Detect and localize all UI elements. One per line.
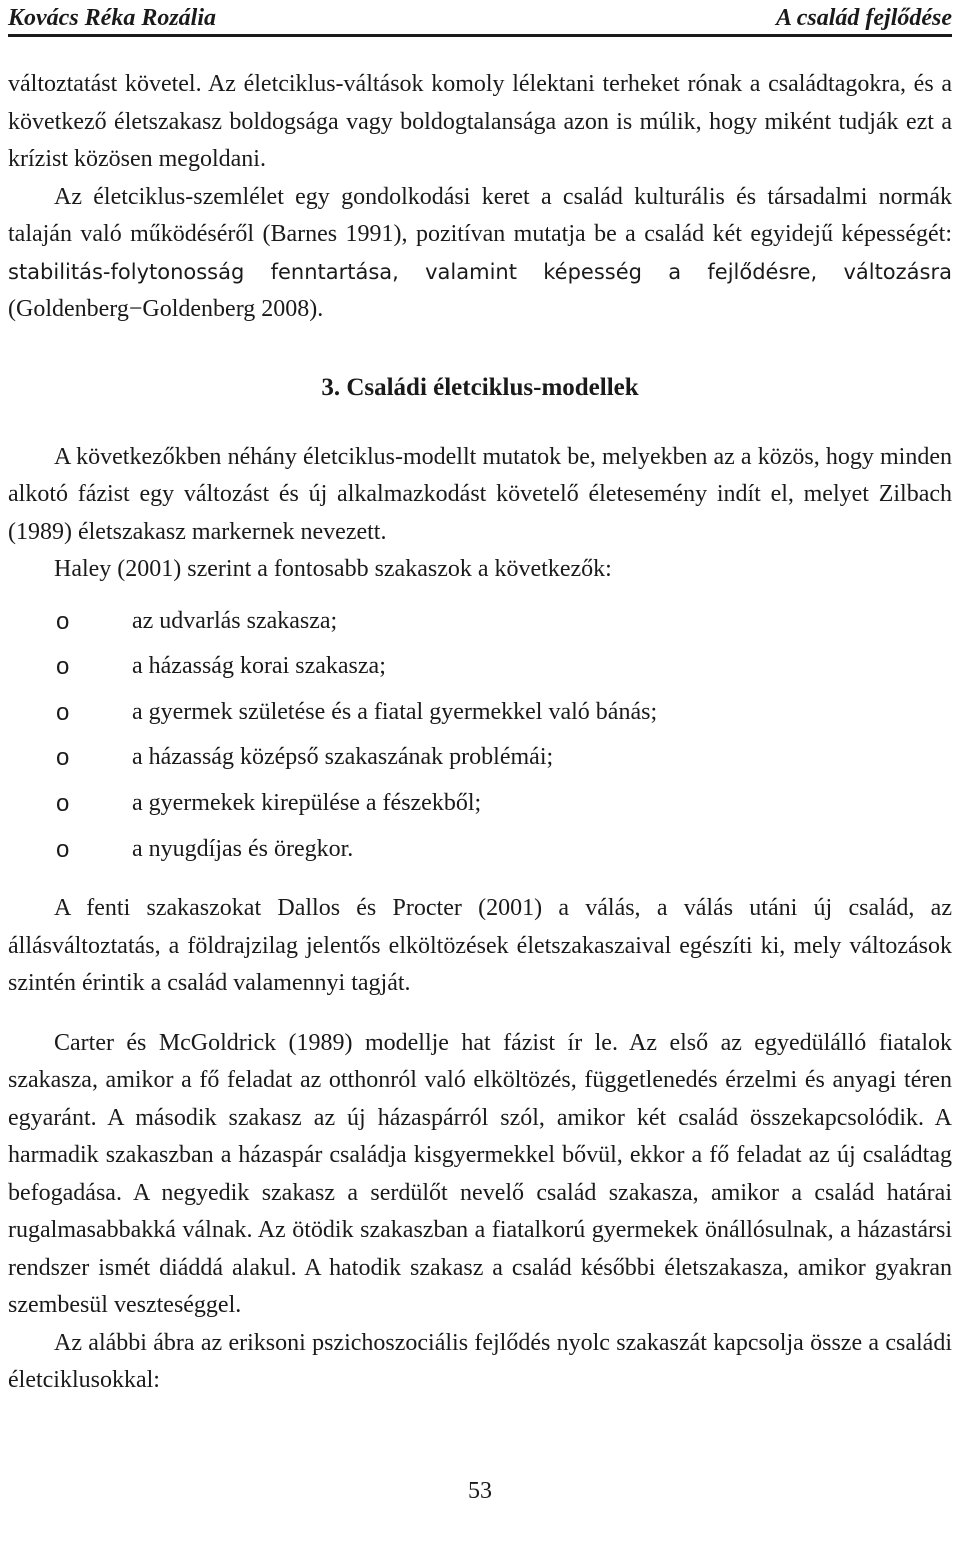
bullet-marker: o <box>56 698 70 726</box>
list-item-text: a házasság korai szakasza; <box>132 653 386 680</box>
paragraph-dallos-procter: A fenti szakaszokat Dallos és Procter (2001) a válás, a válás utáni új család, az állásváltoztatás, a földrajzilag jelentős elköltözések életszakaszaival egészíti ki, mely változások szintén érintik a család valamennyi tagját. <box>8 895 952 997</box>
page-number: 53 <box>468 1478 492 1504</box>
paragraph-models-intro: A következőkben néhány életciklus-modellt mutatok be, melyekben az a közös, hogy minden alkotó fázist egy változást és új alkalmazkodást követelő életesemény indít el, melyet Zilbach (1989) életszakasz markernek nevezett. <box>8 443 952 545</box>
paragraph-life-cycle-framework <box>8 179 952 329</box>
paragraph-figure-intro: Az alábbi ábra az eriksoni pszichoszociális fejlődés nyolc szakaszát kapcsolja össze a családi életciklusokkal: <box>8 1329 952 1394</box>
bullet-marker: o <box>56 789 70 817</box>
paragraph-continuation: változtatást követel. Az életciklus-váltások komoly lélektani terheket rónak a családtagokra, és a következő életszakasz boldogsága vagy boldogtalansága azon is múlik, hogy miként tudják ezt a krízist közösen megoldani. <box>8 71 952 172</box>
running-header <box>8 0 952 37</box>
body-text <box>8 66 952 1400</box>
paragraph-citation: (Goldenberg−Goldenberg 2008). <box>8 296 324 322</box>
list-item-text: az udvarlás szakasza; <box>132 607 338 634</box>
list-item <box>8 599 952 645</box>
bullet-marker: o <box>56 607 70 635</box>
section-heading: 3. Családi életciklus-modellek <box>321 373 639 401</box>
document-page <box>8 0 952 1546</box>
list-item <box>8 781 952 827</box>
list-item <box>8 826 952 872</box>
list-item-text: a házasság középső szakaszának problémái; <box>132 744 554 771</box>
paragraph-carter-mcgoldrick: Carter és McGoldrick (1989) modellje hat fázist ír le. Az első az egyedülálló fiatalok szakasza, amikor a fő feladat az otthonról való elköltözés, függetlenedés érzelmi és anyagi téren egyaránt. A második szakasz az új házaspárról szól, amikor két család összekapcsolódik. A harmadik szakaszban a házaspár családja kisgyermekkel bővül, ekkor a fő feladat az új családtag befogadása. A negyedik szakasz a serdülőt nevelő család szakasza, amikor a család határai rugalmasabbakká válnak. Az ötödik szakaszban a fiatalkorú gyermekek önállósulnak, a házastársi rendszer ismét diáddá alakul. A hatodik szakasz a család későbbi életszakasza, amikor gyakran szembesül veszteséggel. <box>8 1029 952 1319</box>
paragraph-haley-intro: Haley (2001) szerint a fontosabb szakaszok a következők: <box>54 556 612 582</box>
list-item <box>8 644 952 690</box>
bullet-marker: o <box>56 744 70 772</box>
header-title: A család fejlődése <box>776 5 952 31</box>
emphasized-capabilities: stabilitás-folytonosság fenntartása, valamint képesség a fejlődésre, változásra <box>8 259 952 284</box>
list-item-text: a gyermekek kirepülése a fészekből; <box>132 789 482 816</box>
paragraph-text: Az életciklus-szemlélet egy gondolkodási keret a család kulturális és társadalmi normák talaján való működéséről (Barnes 1991), pozitívan mutatja be a család két egyidejű képességét: <box>8 183 952 247</box>
header-author: Kovács Réka Rozália <box>8 5 216 31</box>
bullet-marker: o <box>56 835 70 863</box>
list-item <box>8 690 952 736</box>
list-item-text: a nyugdíjas és öregkor. <box>132 835 354 862</box>
stage-list <box>8 599 952 873</box>
list-item-text: a gyermek születése és a fiatal gyermekkel való bánás; <box>132 698 658 725</box>
list-item <box>8 735 952 781</box>
bullet-marker: o <box>56 653 70 681</box>
